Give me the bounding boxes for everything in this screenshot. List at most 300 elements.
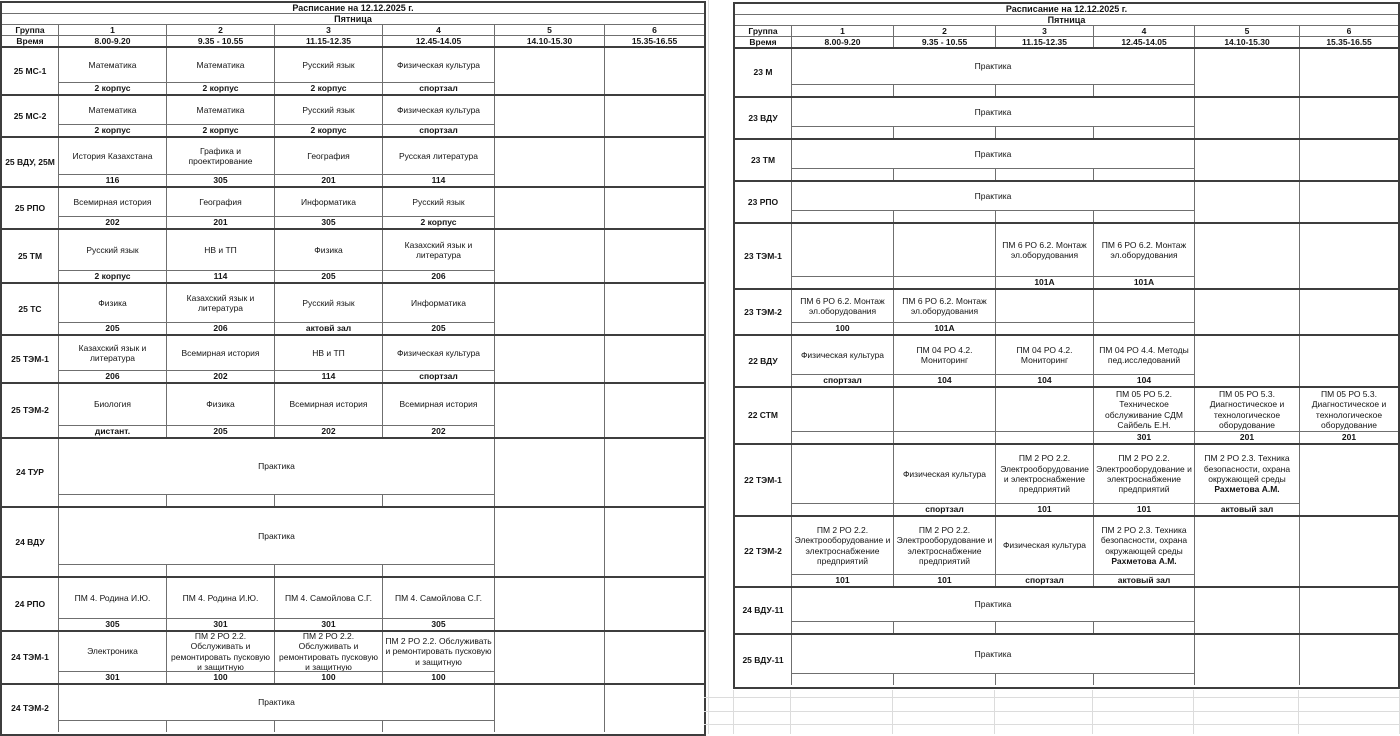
room-cell: спортзал [383,370,495,382]
empty-cell [605,685,704,732]
time-slot: 11.15-12.35 [996,37,1094,47]
empty-cell [1300,588,1398,633]
room-cell: 101 [996,503,1094,515]
subject-cell [383,230,495,270]
subject-name: Русская литература [398,150,479,161]
group-cell: 25 МС-2 [2,96,59,136]
empty-cell [495,230,605,282]
faint-gridline [704,724,1400,725]
practice-cell: Практика [59,439,495,494]
empty-cell [495,578,605,630]
subject-text [277,105,380,115]
subject-text [1096,345,1192,366]
subject-text [277,245,380,255]
subject-cell [1094,290,1195,322]
subject-name: ПМ 04 РО 4.2. Мониторинг [1016,344,1073,365]
subject-name: Казахский язык и литература [404,239,473,260]
group-cell: 24 ТЭМ-1 [2,632,59,683]
subject-name: ПМ 4. Самойлова С.Г. [394,592,482,603]
empty-cell [605,632,704,683]
subject-name: ПМ 6 РО 6.2. Монтаж эл.оборудования [800,295,885,316]
room-cell [792,673,894,685]
subject-cell [996,517,1094,574]
group-cell: 25 ТС [2,284,59,334]
group-row [2,336,704,384]
group-cell: 25 ТМ [2,230,59,282]
room-cell: 114 [167,270,275,282]
subject-cell [1094,445,1195,503]
table-title: Расписание на 12.12.2025 г. [735,4,1398,15]
room-cell: 205 [275,270,383,282]
schedule-table-right [733,2,1400,689]
time-slot: 8.00-9.20 [792,37,894,47]
room-cell: 305 [275,216,383,228]
subject-text [385,151,492,161]
room-cell [996,621,1094,633]
empty-cell [1195,290,1300,334]
period-number: 4 [1094,26,1195,36]
subject-cell [59,336,167,370]
room-cell: 100 [792,322,894,334]
room-cell: актовый зал [1094,574,1195,586]
room-cell: 301 [167,618,275,630]
subject-name: Математика [196,59,245,70]
subject-text [385,60,492,70]
subject-name: Математика [88,104,137,115]
subject-text [277,151,380,161]
room-cell: 301 [1094,431,1195,443]
subject-name: Физическая культура [396,347,481,358]
empty-cell [1195,224,1300,288]
group-row [735,635,1398,685]
group-row [735,290,1398,336]
subject-cell [1094,517,1195,574]
subject-cell [59,578,167,618]
room-cell [59,564,167,576]
group-row [2,230,704,284]
room-cell [894,126,996,138]
subject-cell [59,138,167,174]
time-slot: 15.35-16.55 [631,35,678,46]
empty-cell [495,384,605,437]
subject-name: Информатика [301,196,356,207]
room-cell: 101А [1094,276,1195,288]
room-cell: 202 [383,425,495,437]
subject-cell [275,384,383,425]
subject-text [896,469,993,479]
room-cell: 2 корпус [167,124,275,136]
subject-cell [792,517,894,574]
group-cell: 24 ТЭМ-2 [2,685,59,732]
group-row [2,188,704,230]
subject-cell [894,336,996,374]
subject-cell [996,388,1094,431]
subject-cell [167,284,275,322]
group-cell: 23 ТЭМ-2 [735,290,792,334]
group-row [735,517,1398,588]
subject-text [61,593,164,603]
subject-name: ПМ 2 РО 2.2. Электрооборудование и электроснабжение предприятий [1000,453,1089,495]
subject-text [61,60,164,70]
subject-cell [167,230,275,270]
period-row [2,25,704,36]
empty-cell [605,138,704,186]
time-slot: 12.45-14.05 [1094,37,1195,47]
practice-cell: Практика [59,508,495,564]
subject-cell [1300,388,1398,431]
subject-text [1197,389,1297,430]
empty-cell [1195,336,1300,386]
faint-gridline [704,711,1400,712]
group-row [735,588,1398,635]
empty-cell [495,48,605,94]
room-cell [792,621,894,633]
group-cell: 25 ВДУ, 25М [2,138,59,186]
empty-cell [1195,140,1300,180]
subject-cell [894,517,996,574]
room-cell: 2 корпус [59,124,167,136]
room-cell [996,431,1094,443]
room-cell: 101 [792,574,894,586]
period-number: 6 [1346,25,1352,36]
room-cell [894,621,996,633]
subject-cell [275,230,383,270]
subject-cell [383,384,495,425]
faint-gridline [1298,690,1299,734]
empty-cell [1300,290,1398,334]
subject-name: Физическая культура [396,104,481,115]
period-number: 2 [894,26,996,36]
time-slot: 9.35 - 10.55 [167,36,275,46]
group-cell: 25 ВДУ-11 [735,635,792,685]
practice-cell: Практика [792,98,1195,126]
table-title: Расписание на 12.12.2025 г. [2,3,704,14]
subject-cell [1195,388,1300,431]
room-cell: 201 [1300,431,1398,443]
subject-text [61,298,164,308]
subject-name: НВ и ТП [204,244,237,255]
group-row [735,49,1398,98]
subject-cell [383,96,495,124]
group-column-header: Группа [2,25,59,35]
empty-cell [605,508,704,576]
practice-cell: Практика [59,685,495,720]
subject-text [794,525,891,566]
subject-name: Математика [196,104,245,115]
subject-cell [275,578,383,618]
group-cell: 23 ТЭМ-1 [735,224,792,288]
subject-name: Всемирная история [289,399,368,410]
room-cell: 101 [1094,503,1195,515]
room-cell [792,168,894,180]
room-cell [792,503,894,515]
empty-cell [1300,98,1398,138]
practice-cell: Практика [792,182,1195,210]
room-cell: 2 корпус [167,82,275,94]
room-cell: 301 [59,671,167,683]
group-cell: 24 РПО [2,578,59,630]
subject-name: Электроника [87,646,138,657]
room-cell: 101 [894,574,996,586]
room-cell [792,431,894,443]
room-cell [996,322,1094,334]
room-cell: 201 [275,174,383,186]
subject-text [794,350,891,360]
room-cell: 104 [1094,374,1195,386]
subject-text [169,60,272,70]
subject-text [385,593,492,603]
practice-cell: Практика [792,588,1195,621]
room-cell: 114 [383,174,495,186]
subject-cell [59,230,167,270]
subject-text [169,593,272,603]
group-row [735,98,1398,140]
room-cell: 201 [167,216,275,228]
subject-text [385,298,492,308]
room-cell [894,168,996,180]
subject-text [169,632,272,671]
empty-cell [495,685,605,732]
subject-name: Всемирная история [399,399,478,410]
room-cell [383,720,495,732]
practice-cell: Практика [792,635,1195,673]
subject-text [998,240,1091,261]
subject-name: ПМ 6 РО 6.2. Монтаж эл.оборудования [1101,239,1187,260]
subject-name: НВ и ТП [312,347,345,358]
subject-name: Физическая культура [902,468,987,479]
group-row [2,138,704,188]
empty-cell [1300,182,1398,222]
subject-name: ПМ 05 РО 5.2. Техническое обслуживание СДМ Сайбель Е.Н. [1105,388,1183,430]
room-cell: спортзал [383,82,495,94]
room-cell [383,494,495,506]
group-column-header: Группа [735,26,792,36]
subject-text [1197,453,1297,494]
subject-cell [275,632,383,671]
room-cell [894,276,996,288]
room-cell: 301 [275,618,383,630]
subject-text [896,525,993,566]
group-cell: 23 ВДУ [735,98,792,138]
subject-text [277,197,380,207]
group-cell: 22 СТМ [735,388,792,443]
room-cell [792,84,894,96]
subject-cell [167,578,275,618]
subject-cell [383,336,495,370]
subject-name: ПМ 04 РО 4.4. Методы пед.исследований [1099,344,1189,365]
room-cell: 202 [59,216,167,228]
subject-name: ПМ 2 РО 2.2. Обслуживать и ремонтировать пусковую и защитную [171,632,270,671]
time-slot: 14.10-15.30 [1195,37,1300,47]
subject-name: ПМ 2 РО 2.2. Электрооборудование и электроснабжение предприятий [896,524,993,566]
room-cell: 2 корпус [59,270,167,282]
subject-cell [59,188,167,216]
subject-name: ПМ 04 РО 4.2. Мониторинг [916,344,973,365]
subject-name: Русский язык [302,104,355,115]
room-cell [996,673,1094,685]
empty-cell [495,284,605,334]
group-row [735,336,1398,388]
room-cell: спортзал [383,124,495,136]
subject-name: ПМ 2 РО 2.2. Обслуживать и ремонтировать пусковую и защитную [385,635,492,667]
time-slot: 14.10-15.30 [495,36,605,46]
group-row [2,685,704,732]
subject-name: География [307,150,350,161]
subject-cell [275,96,383,124]
subject-text [169,146,272,167]
subject-text [61,399,164,409]
room-cell [59,720,167,732]
empty-cell [1300,517,1398,586]
subject-cell [59,284,167,322]
group-row [2,284,704,336]
subject-text [998,453,1091,494]
room-cell [996,84,1094,96]
subject-text [385,240,492,261]
subject-text [794,296,891,317]
room-cell: 101А [996,276,1094,288]
empty-cell [495,188,605,228]
period-number: 1 [792,26,894,36]
room-cell: 100 [167,671,275,683]
room-cell [275,494,383,506]
practice-cell: Практика [792,49,1195,84]
group-cell: 25 ТЭМ-2 [2,384,59,437]
practice-cell: Практика [792,140,1195,168]
empty-cell [495,632,605,683]
empty-cell [495,439,605,506]
subject-cell [275,188,383,216]
subject-text [277,593,380,603]
subject-name: ПМ 6 РО 6.2. Монтаж эл.оборудования [902,295,987,316]
subject-name: ПМ 2 РО 2.2. Обслуживать и ремонтировать пусковую и защитную [279,632,378,671]
time-slot: 12.45-14.05 [383,36,495,46]
group-cell: 25 РПО [2,188,59,228]
period-number: 5 [495,25,605,35]
room-cell [1094,126,1195,138]
subject-text [385,636,492,667]
subject-name: Физическая культура [800,349,885,360]
subject-text [61,646,164,656]
room-cell: 104 [894,374,996,386]
empty-cell [605,188,704,228]
empty-cell [605,230,704,282]
room-cell [59,494,167,506]
group-cell: 23 РПО [735,182,792,222]
subject-text [169,105,272,115]
subject-name: ПМ 05 РО 5.3. Диагностическое и технологическое оборудование [1311,388,1387,430]
subject-cell [167,96,275,124]
faint-gridline [1092,690,1093,734]
day-header: Пятница [2,14,704,25]
subject-name: Физика [98,297,127,308]
subject-cell [894,388,996,431]
group-cell: 23 М [735,49,792,96]
room-cell: дистант. [59,425,167,437]
room-cell: 2 корпус [59,82,167,94]
group-row [735,140,1398,182]
room-cell [996,126,1094,138]
period-number: 5 [1195,26,1300,36]
subject-cell [167,632,275,671]
subject-cell [383,578,495,618]
subject-name: Математика [88,59,137,70]
subject-cell [894,290,996,322]
room-cell [1094,621,1195,633]
subject-cell [1094,388,1195,431]
room-cell [996,168,1094,180]
room-cell [894,210,996,222]
subject-text [1096,389,1192,430]
faint-gridline [994,690,995,734]
subject-cell [59,96,167,124]
room-cell: 116 [59,174,167,186]
empty-cell [495,138,605,186]
empty-cell [1195,98,1300,138]
subject-name: Физическая культура [396,59,481,70]
period-number: 2 [167,25,275,35]
group-row [2,384,704,439]
empty-cell [495,96,605,136]
subject-name: ПМ 2 РО 2.3. Техника безопасности, охрана окружающей среды [1203,453,1291,484]
room-cell: 100 [383,671,495,683]
room-cell [1094,673,1195,685]
subject-name: Физика [314,244,343,255]
room-cell: 2 корпус [275,124,383,136]
subject-name: Казахский язык и литература [78,342,147,363]
subject-text [385,197,492,207]
subject-name: Русский язык [302,297,355,308]
room-cell: 202 [275,425,383,437]
subject-cell [167,188,275,216]
group-row [2,96,704,138]
period-number: 6 [652,24,657,35]
subject-name: География [199,196,242,207]
subject-text [169,197,272,207]
faint-gridline [708,0,709,734]
subject-cell [383,188,495,216]
subject-cell [996,290,1094,322]
subject-text [998,345,1091,366]
empty-cell [1195,517,1300,586]
subject-name: ПМ 4. Родина И.Ю. [182,592,259,603]
period-number: 1 [59,25,167,35]
room-cell: спортзал [792,374,894,386]
empty-cell [1300,445,1398,515]
group-row [735,224,1398,290]
room-cell [383,564,495,576]
subject-text [169,245,272,255]
group-row [735,388,1398,445]
room-cell: 101А [894,322,996,334]
subject-name: Биология [93,399,132,410]
subject-cell [275,284,383,322]
teacher-name: Рахметова А.М. [1214,484,1280,495]
empty-cell [1195,49,1300,96]
subject-text [169,293,272,314]
room-cell: 206 [167,322,275,334]
room-cell: 206 [59,370,167,382]
period-row [735,26,1398,37]
subject-cell [996,445,1094,503]
room-cell: 205 [59,322,167,334]
group-cell: 22 ВДУ [735,336,792,386]
subject-name: Графика и проектирование [188,145,253,166]
subject-name: ПМ 2 РО 2.2. Электрооборудование и электроснабжение предприятий [794,524,891,566]
room-cell [894,84,996,96]
group-cell: 24 ТУР [2,439,59,506]
empty-cell [605,578,704,630]
